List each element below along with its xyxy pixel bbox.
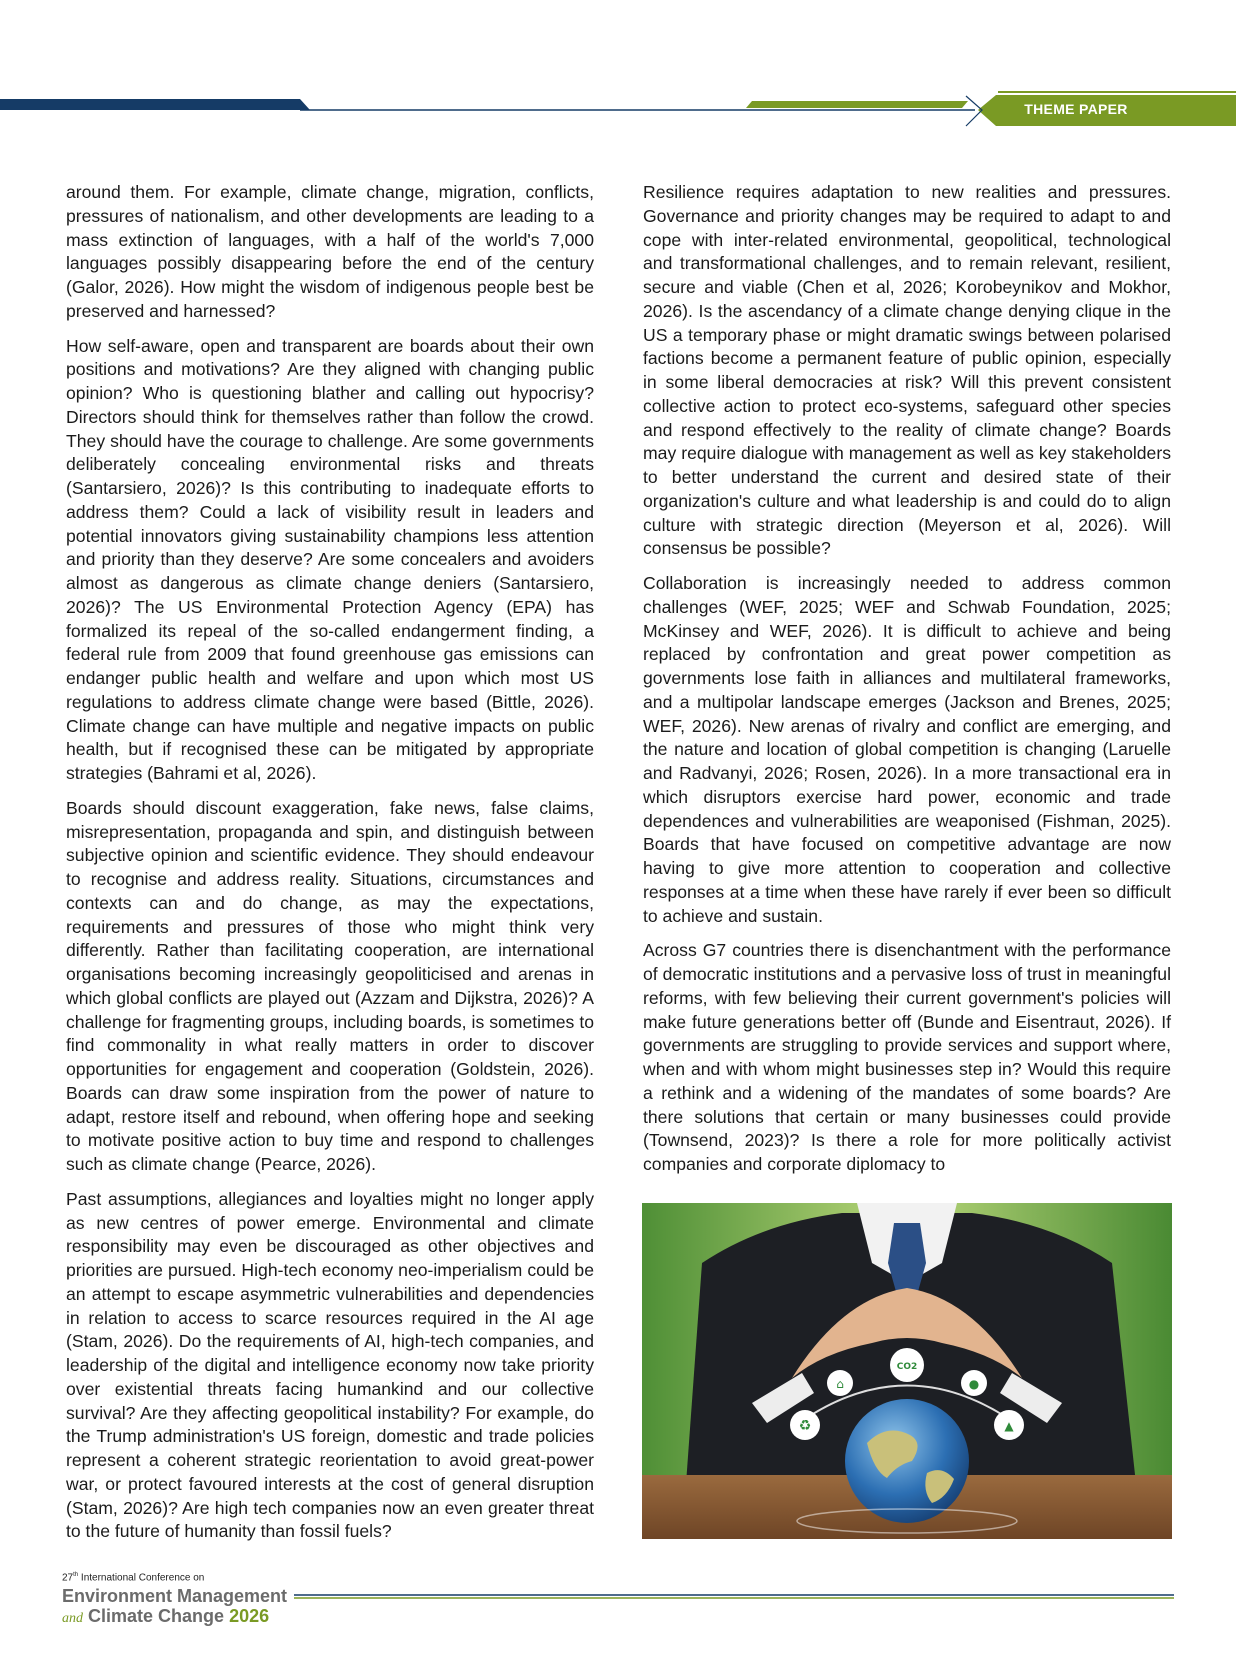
paragraph: Across G7 countries there is disenchantment with the performance of democratic institutions and a pervasive loss of trust in meaningful reforms, with few believing their current government's policies will make future generations better off (Bunde and Eisentraut, 2026). If governments are struggling to provide services and support where, when and with whom might businesses step in? Would this require a rethink and a widening of the mandates of some boards? Are there solutions that certain or many businesses could provide (Townsend, 2023)? Is there a role for more politically activist companies and corporate diplomacy to [643,940,1171,1174]
header-navy-bar [0,99,310,110]
right-column [643,181,1171,1188]
footer-edition: 27 [62,1572,74,1584]
svg-text:⌂: ⌂ [836,1377,844,1391]
paragraph: Collaboration is increasingly needed to address common challenges (WEF, 2025; WEF and Schwab Foundation, 2025; McKinsey and WEF, 2026). It is difficult to achieve and being replaced by confrontation and great power competition as governments lose faith in alliances and multilateral frameworks, and a multipolar landscape emerges (Jackson and Brenes, 2025; WEF, 2026). New arenas of rivalry and conflict are emerging, and the nature and location of global competition is changing (Laruelle and Radvanyi, 2026; Rosen, 2026). In a more transactional era in which disruptors exercise hard power, economic and trade dependences and vulnerabilities are weaponised (Fishman, 2025). Boards that have focused on competitive advantage are now having to give more attention to cooperation and collective responses at a time when these have rarely if ever been so difficult to achieve and sustain. [643,573,1171,926]
paragraph: Resilience requires adaptation to new realities and pressures. Governance and priority changes may be required to adapt to and cope with inter-related environmental, geopolitical, technological and transformational challenges, and to remain relevant, resilient, secure and viable (Chen et al, 2026; Korobeynikov and Mokhor, 2026). Is the ascendancy of a climate change denying clique in the US a temporary phase or might dramatic swings between polarised factions become a permanent feature of public opinion, especially in some liberal democracies at risk? Will this prevent consistent collective action to protect eco-systems, safeguard other species and respond effectively to the reality of climate change? Boards may require dialogue with management as well as key stakeholders to better understand the current and desired state of their organization's culture and what leadership is and could do to align culture with strategic direction (Meyerson et al, 2026). Will consensus be possible? [643,182,1171,559]
left-column [66,181,594,1555]
businessman-globe-photo [642,1203,1172,1539]
header-green-stripe [746,101,968,108]
header-band [0,0,1236,140]
paragraph: Past assumptions, allegiances and loyalties might no longer apply as new centres of power emerge. Environmental and climate responsibility may even be discouraged as other objectives and priorities are pursued. High-tech economy neo-imperialism could be an attempt to escape asymmetric vulnerabilities and dependencies in relation to access to scarce resources required in the AI age (Stam, 2026). Do the requirements of AI, high-tech companies, and leadership of the digital and intelligence economy now take priority over existential threats facing humankind and our collective survival? Are they affecting geopolitical instability? For example, do the Trump administration's US foreign, domestic and trade policies represent a coherent strategic reorientation to avoid great-power war, or protect favoured interests at the cost of general disruption (Stam, 2026)? Are high tech companies now an even greater threat to the future of humanity than fossil fuels? [66,1188,594,1542]
footer-title-line2 [62,1606,269,1627]
svg-text:♻: ♻ [798,1418,812,1434]
footer-rule [294,1594,1174,1600]
footer-year: 2026 [229,1606,270,1626]
footer-title-line1: Environment Management [62,1586,288,1606]
footer [62,1572,1182,1632]
svg-text:▲: ▲ [1004,1419,1014,1433]
paragraph: around them. For example, climate change, migration, conflicts, pressures of nationalism, and other developments are leading to a mass extinction of languages, with a half of the world's 7,000 languages possibly disappearing before the end of the century (Galor, 2026). How might the wisdom of indigenous people best be preserved and harnessed? [66,182,594,321]
paragraph: Boards should discount exaggeration, fake news, false claims, misrepresentation, propaganda and spin, and distinguish between subjective opinion and scientific evidence. They should endeavour to recognise and address reality. Situations, circumstances and contexts can and do change, as may the expectations, requirements and pressures of those who might think very differently. Rather than facilitating cooperation, are international organisations becoming increasingly geopoliticised and arenas in which global conflicts are played out (Azzam and Dijkstra, 2026)? A challenge for fragmenting groups, including boards, is sometimes to find commonality in what really matters in order to discover opportunities for engagement and cooperation (Goldstein, 2026). Boards can draw some inspiration from the power of nature to adapt, restore itself and rebound, when offering hope and seeking to motivate positive action to buy time and respond to challenges such as climate change (Pearce, 2026). [66,797,594,1174]
svg-text:●: ● [968,1377,980,1391]
footer-conference [62,1572,204,1583]
photo-illustration [642,1203,1172,1539]
co2-label: CO2 [896,1362,918,1372]
footer-conference-label: International Conference on [80,1572,205,1584]
footer-climate-change: Climate Change [88,1606,225,1626]
footer-and: and [62,1611,83,1626]
section-label: THEME PAPER [1024,101,1128,117]
paragraph: How self-aware, open and transparent are boards about their own positions and motivations? Are they aligned with changing public opinion? Who is questioning blather and calling out hypocrisy? Directors should think for themselves rather than follow the crowd. They should have the courage to challenge. Are some governments deliberately concealing environmental risks and threats (Santarsiero, 2026)? Is this contributing to inadequate efforts to address them? Could a lack of visibility result in leaders and potential innovators giving sustainability champions less attention and priority than they deserve? Are some concealers and avoiders almost as dangerous as climate change deniers (Santarsiero, 2026)? The US Environmental Protection Agency (EPA) has formalized its repeal of the so-called endangerment finding, a federal rule from 2009 that found greenhouse gas emissions can endanger public health and welfare and upon which most US regulations to address climate change were based (Bittle, 2026). Climate change can have multiple and negative impacts on public health, but if recognised these can be mitigated by appropriate strategies (Bahrami et al, 2026). [66,335,594,783]
footer-edition-suffix: th [73,1572,79,1578]
